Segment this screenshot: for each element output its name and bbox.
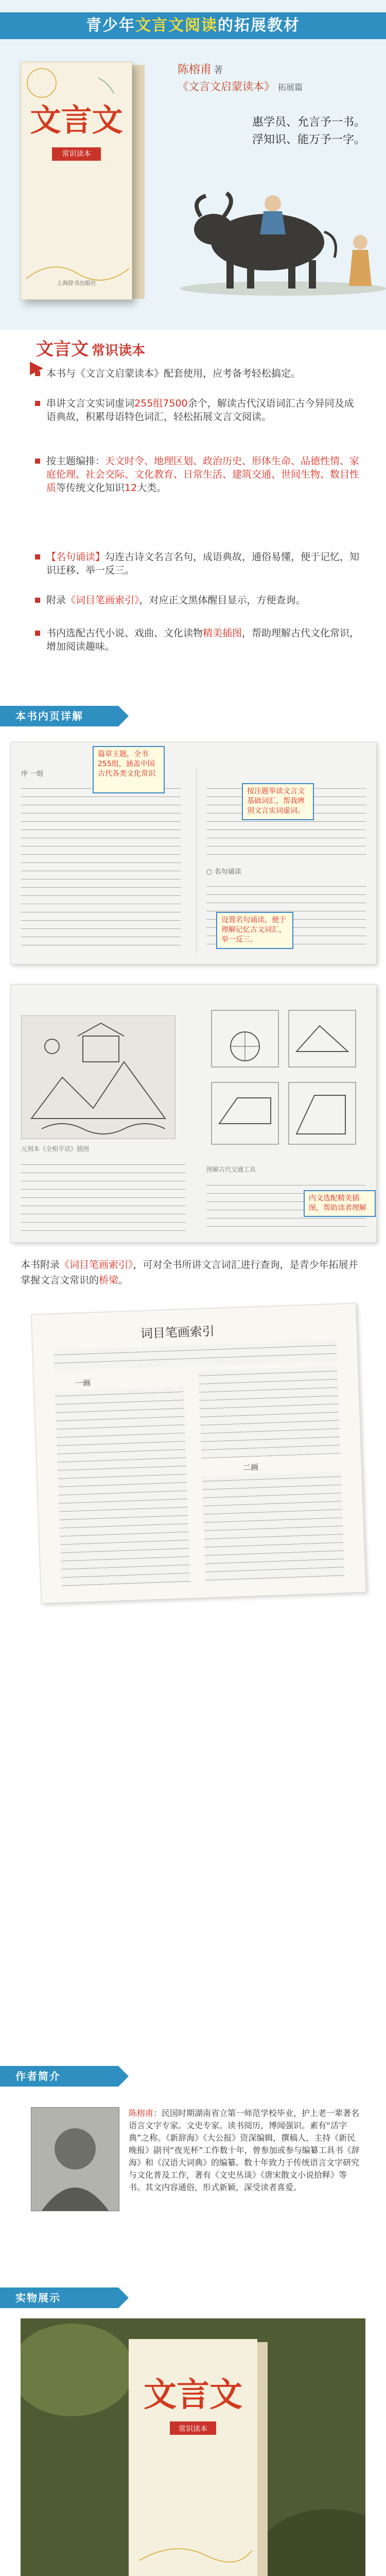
index-column xyxy=(202,1471,345,1582)
callout-chapter-theme: 篇章主题，全书255组，涵盖中国古代各类文化常识 xyxy=(93,746,165,793)
page-gutter xyxy=(196,768,197,954)
hero-banner: 青少年文言文阅读的拓展教材 xyxy=(0,12,386,39)
page-text-block xyxy=(21,1160,186,1232)
callout-vocabulary: 按注题举读文言文基础词汇，帮我辨别文言实词虚词。 xyxy=(242,783,314,820)
photo-cover-subtitle: 常识读本 xyxy=(179,2425,207,2433)
callout-famous-quotes: 设置名句诵读，便于理解记忆古文词汇，举一反三。 xyxy=(216,912,293,949)
section-header-inner-pages: 本书内页详解 xyxy=(0,706,118,726)
index-page xyxy=(31,1303,366,1604)
index-heading: 一画 xyxy=(75,1378,91,1388)
spread-right-heading: ○ 名句诵读 xyxy=(206,868,241,876)
banner-highlight: 文言文阅读 xyxy=(135,16,218,35)
figure-caption: 图解古代交通工具 xyxy=(206,1166,256,1173)
author-photo xyxy=(31,2107,119,2211)
book-publisher: 上海辞书出版社 xyxy=(57,280,96,286)
intro-bullet: 按主题编排：天文时令、地理区划、政治历史、形体生命、品德性情、家庭伦理、社会交际、文化教育、日常生活、建筑交通、世间生物、数目性质等传统文化知识12大类。 xyxy=(46,455,360,494)
index-page-title: 词目笔画索引 xyxy=(140,1324,215,1341)
product-photo-cover xyxy=(21,2318,365,2576)
intro-bullet: 附录《词目笔画索引》，对应正文黑体醒目显示，方便查询。 xyxy=(46,594,360,607)
buffalo-illustration xyxy=(170,139,386,299)
book-cover xyxy=(21,62,132,300)
section-header-photos: 实物展示 xyxy=(0,2287,118,2308)
page-spread-1 xyxy=(10,742,377,964)
cover-decoration xyxy=(21,62,132,299)
illustration-woodcut xyxy=(21,1015,176,1139)
hero-slogan: 浮知识、能万予一字。 xyxy=(252,133,366,146)
book-spine xyxy=(131,65,145,299)
index-note: 本书附录《词目笔画索引》，可对全书所讲文言词汇进行查询，是青少年拓展并掌握文言文常识的桥梁。 xyxy=(21,1259,358,1286)
index-column xyxy=(55,1387,190,1587)
index-intro-text xyxy=(54,1341,337,1371)
hero-author: 陈榕甫 著 xyxy=(178,63,223,76)
photo-cover-title: 文言文 xyxy=(144,2376,242,2414)
author-name: 陈榕甫 xyxy=(129,2108,154,2118)
illustration-vehicles xyxy=(206,1005,361,1160)
book-subtitle: 常识读本 xyxy=(52,147,101,161)
book-title: 文言文 xyxy=(30,103,123,139)
hero-series: 《文言文启蒙读本》 拓展篇 xyxy=(178,80,303,93)
callout-illustrations: 内文选配精美插图，帮助读者理解 xyxy=(304,1190,376,1217)
intro-bullet: 串讲文言文实词虚词255组7500余个，解读古代汉语词汇古今异同及成语典故，积累母语特色词汇，轻松拓展文言文阅读。 xyxy=(46,397,360,423)
hero-slogan: 惠学员、允言予一书。 xyxy=(252,116,366,129)
intro-bullet: 本书与《文言文启蒙读本》配套使用，应考备考轻松搞定。 xyxy=(46,367,360,380)
page-text-block xyxy=(21,784,181,948)
index-column xyxy=(198,1366,340,1459)
hero-section xyxy=(0,0,386,330)
intro-bullet: 【名句诵读】勾连古诗文名言名句，成语典故，通俗易懂，便于记忆，知识迁移、举一反三。 xyxy=(46,551,360,576)
section-header-author: 作者简介 xyxy=(0,2066,118,2087)
index-heading: 二画 xyxy=(242,1462,259,1473)
intro-bullet: 书内选配古代小说、戏曲、文化读物精美插图，帮助理解古代文化常识，增加阅读趣味。 xyxy=(46,628,360,652)
figure-caption: 元刻本《全相平话》插图 xyxy=(21,1145,90,1153)
spread-left-heading: 序 一组 xyxy=(21,770,44,778)
author-bio: 陈榕甫：民国时期湖南省立第一师范学校毕业，护上老一辈著名语言文字专家。文史专家。读书阅历，博闻强识。素有“活字典”之称。《新辞海》《大公报》资深编辑，撰稿人，主持《新民晚报》副刊“夜光杯”工作数十年，曾参加或参与编纂工具书《辞海》和《汉语大词典》的编纂。数十年致力于传统语言文字研究与文化普及工作，著有《文史丛谈》《唐宋散文小说拾释》等书。其文内容通俗，形式新颖，深受读者喜爱。 xyxy=(129,2108,360,2192)
intro-logo: 文言文 常识读本 xyxy=(36,339,146,360)
